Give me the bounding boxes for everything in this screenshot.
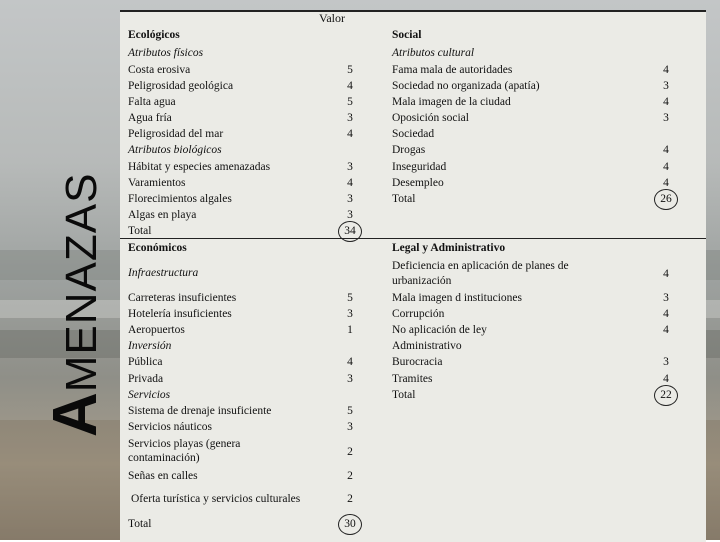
list-item-label: Hábitat y especies amenazadas [128,161,271,173]
list-item-value: 2 [347,493,353,505]
total-value: 26 [660,193,672,205]
list-item-label: Administrativo [392,340,462,352]
list-item-label: Servicios náuticos [128,421,212,433]
total-circle [338,514,362,535]
list-item-label: Pública [128,356,163,368]
list-item-value: 5 [347,405,353,417]
list-item-label: Desempleo [392,177,444,189]
list-item-label: Algas en playa [128,209,197,221]
list-item-value: 3 [663,356,669,368]
list-item-label: Inseguridad [392,161,447,173]
list-item-value: 4 [663,144,669,156]
list-item-label: Hotelería insuficientes [128,308,232,320]
list-item-label: Peligrosidad geológica [128,80,234,92]
list-item-value: 4 [663,161,669,173]
list-item-value: 3 [347,112,353,124]
section-title-economicos: Económicos [128,242,187,254]
total-circle [338,221,362,242]
subsection-label: Inversión [128,340,172,352]
list-item-label: Carreteras insuficientes [128,292,237,304]
list-item-value: 4 [347,80,353,92]
subsection-label: Atributos biológicos [128,144,222,156]
list-item-value: 5 [347,96,353,108]
section-title-ecologicos: Ecológicos [128,29,180,41]
list-item-label: Corrupción [392,308,445,320]
list-item-label: Fama mala de autoridades [392,64,513,76]
list-item-label: Privada [128,373,164,385]
list-item-value: 3 [663,292,669,304]
title-rest: MENAZAS [57,172,106,393]
list-item-value: 4 [663,268,669,280]
list-item-label: Falta agua [128,96,176,108]
list-item-value: 4 [347,356,353,368]
list-item-value: 3 [347,209,353,221]
list-item-label: No aplicación de ley [392,324,487,336]
list-item-value: 4 [663,96,669,108]
list-item-label: Mala imagen de la ciudad [392,96,511,108]
list-item-label: Tramites [392,373,433,385]
subsection-label: Atributos cultural [392,47,475,59]
list-item-value: 3 [347,373,353,385]
list-item-label: Señas en calles [128,470,198,482]
list-item-label: Burocracia [392,356,443,368]
section-title-legal: Legal y Administrativo [392,242,506,254]
list-item-label: Deficiencia en aplicación de planes de [392,260,569,272]
section-title-social: Social [392,29,422,41]
list-item-label: Aeropuertos [128,324,185,336]
list-item-value: 2 [347,446,353,458]
total-label: Total [392,389,416,401]
list-item-value: 2 [347,470,353,482]
list-item-value: 4 [347,128,353,140]
subsection-label: Atributos físicos [128,47,204,59]
total-label: Total [392,193,416,205]
section-divider [120,238,706,239]
subsection-label: Infraestructura [128,267,199,279]
list-item-label: Oposición social [392,112,469,124]
list-item-label: Sociedad no organizada (apatía) [392,80,540,92]
list-item-value: 3 [347,421,353,433]
list-item-label: Peligrosidad del mar [128,128,224,140]
list-item-label-cont: urbanización [392,275,452,287]
list-item-value: 3 [347,161,353,173]
list-item-value: 5 [347,64,353,76]
list-item-label: Drogas [392,144,426,156]
list-item-label: Sociedad [392,128,435,140]
list-item-label: Florecimientos algales [128,193,232,205]
title-initial: A [41,392,110,437]
list-item-value: 4 [663,308,669,320]
list-item-value: 4 [663,324,669,336]
total-circle [654,385,678,406]
list-item-label: Costa erosiva [128,64,191,76]
list-item-value: 4 [663,177,669,189]
column-header-valor: Valor [319,11,345,25]
list-item-value: 4 [663,64,669,76]
list-item-value: 3 [663,112,669,124]
total-circle [654,189,678,210]
total-value: 22 [660,389,672,401]
list-item-value: 3 [347,193,353,205]
list-item-label: Varamientos [128,177,186,189]
total-label: Total [128,225,152,237]
list-item-value: 5 [347,292,353,304]
list-item-value: 3 [663,80,669,92]
total-value: 30 [344,518,356,530]
list-item-label-cont: contaminación) [128,452,200,464]
list-item-label: Agua fría [128,112,172,124]
list-item-value: 4 [663,373,669,385]
list-item-value: 3 [347,308,353,320]
list-item-value: 4 [347,177,353,189]
total-value: 34 [344,225,356,237]
subsection-label: Servicios [128,389,171,401]
list-item-value: 1 [347,324,353,336]
total-label: Total [128,518,152,530]
list-item-label: Sistema de drenaje insuficiente [128,405,272,417]
list-item-label: Oferta turística y servicios culturales [131,493,301,505]
list-item-label: Mala imagen d instituciones [392,292,522,304]
list-item-label: Servicios playas (genera [128,438,241,450]
